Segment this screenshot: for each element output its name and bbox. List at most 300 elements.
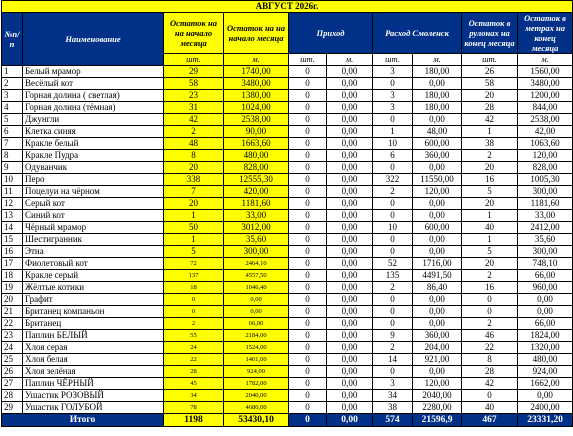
- income-units: 0: [289, 258, 327, 270]
- income-meters: 0,00: [327, 318, 373, 330]
- end-meters: 0,00: [518, 306, 573, 318]
- expense-meters: 120,00: [413, 186, 462, 198]
- income-units: 0: [289, 222, 327, 234]
- header-name: Наименование: [23, 13, 164, 66]
- total-start-units: 1198: [164, 414, 224, 427]
- end-units: 26: [462, 66, 518, 78]
- item-name: Джунгли: [23, 114, 164, 126]
- expense-units: 1: [373, 126, 413, 138]
- end-meters: 844,00: [518, 102, 573, 114]
- row-number: 24: [2, 342, 23, 354]
- income-units: 0: [289, 378, 327, 390]
- end-meters: 0,00: [518, 294, 573, 306]
- income-meters: 0,00: [327, 306, 373, 318]
- row-number: 23: [2, 330, 23, 342]
- expense-units: 6: [373, 150, 413, 162]
- row-number: 29: [2, 402, 23, 414]
- expense-units: 0: [373, 114, 413, 126]
- income-meters: 0,00: [327, 78, 373, 90]
- unit-pcs: шт.: [462, 54, 518, 66]
- item-name: Хлоя серая: [23, 342, 164, 354]
- expense-meters: 180,00: [413, 66, 462, 78]
- income-meters: 0,00: [327, 150, 373, 162]
- item-name: Ушастик РОЗОВЫЙ: [23, 390, 164, 402]
- item-name: Перо: [23, 174, 164, 186]
- row-number: 7: [2, 138, 23, 150]
- income-units: 0: [289, 114, 327, 126]
- row-number: 5: [2, 114, 23, 126]
- expense-units: 0: [373, 246, 413, 258]
- income-units: 0: [289, 402, 327, 414]
- table-row: [2, 234, 573, 246]
- end-meters: 120,00: [518, 150, 573, 162]
- end-units: 46: [462, 330, 518, 342]
- expense-meters: 11550,00: [413, 174, 462, 186]
- row-number: 4: [2, 102, 23, 114]
- item-name: Британец компаньон: [23, 306, 164, 318]
- start-units: 20: [164, 198, 224, 210]
- start-meters: 1380,00: [224, 90, 289, 102]
- table-row: [2, 318, 573, 330]
- income-meters: 0,00: [327, 234, 373, 246]
- row-number: 8: [2, 150, 23, 162]
- income-meters: 0,00: [327, 282, 373, 294]
- item-name: Паплин БЕЛЫЙ: [23, 330, 164, 342]
- start-meters: 4557,50: [224, 270, 289, 282]
- end-meters: 1200,00: [518, 90, 573, 102]
- item-name: Одуванчик: [23, 162, 164, 174]
- total-out-m: 21596,9: [413, 414, 462, 427]
- expense-units: 34: [373, 390, 413, 402]
- expense-units: 9: [373, 330, 413, 342]
- income-meters: 0,00: [327, 270, 373, 282]
- expense-meters: 86,40: [413, 282, 462, 294]
- expense-meters: 360,00: [413, 150, 462, 162]
- end-meters: 1063,60: [518, 138, 573, 150]
- table-row: [2, 126, 573, 138]
- row-number: 28: [2, 390, 23, 402]
- income-units: 0: [289, 210, 327, 222]
- row-number: 27: [2, 378, 23, 390]
- table-row: [2, 270, 573, 282]
- expense-meters: 921,00: [413, 354, 462, 366]
- end-meters: 2400,00: [518, 402, 573, 414]
- expense-units: 3: [373, 102, 413, 114]
- end-meters: 924,00: [518, 366, 573, 378]
- start-meters: 828,00: [224, 162, 289, 174]
- expense-meters: 120,00: [413, 378, 462, 390]
- expense-units: 0: [373, 198, 413, 210]
- total-out-units: 574: [373, 414, 413, 427]
- header-start-m: Остаток на на начало месяца: [224, 13, 289, 54]
- start-meters: 1181,60: [224, 198, 289, 210]
- start-meters: 924,00: [224, 366, 289, 378]
- start-units: 1: [164, 210, 224, 222]
- expense-units: 0: [373, 162, 413, 174]
- table-row: [2, 78, 573, 90]
- expense-units: 10: [373, 138, 413, 150]
- income-meters: 0,00: [327, 222, 373, 234]
- end-units: 1: [462, 210, 518, 222]
- unit-m: м.: [224, 54, 289, 66]
- income-units: 0: [289, 330, 327, 342]
- start-meters: 2538,00: [224, 114, 289, 126]
- expense-units: 38: [373, 402, 413, 414]
- end-units: 16: [462, 174, 518, 186]
- income-meters: 0,00: [327, 378, 373, 390]
- header-end-units: Остаток в рулонах на конец месяца: [462, 13, 518, 54]
- item-name: Серый кот: [23, 198, 164, 210]
- expense-meters: 48,00: [413, 126, 462, 138]
- end-units: 5: [462, 246, 518, 258]
- start-meters: 1024,00: [224, 102, 289, 114]
- end-units: 38: [462, 138, 518, 150]
- table-row: [2, 114, 573, 126]
- start-units: 22: [164, 354, 224, 366]
- table-row: [2, 402, 573, 414]
- table-row: [2, 150, 573, 162]
- header-end-m: Остаток в метрах на конец месяца: [518, 13, 573, 54]
- expense-units: 2: [373, 186, 413, 198]
- row-number: 22: [2, 318, 23, 330]
- start-units: 24: [164, 342, 224, 354]
- row-number: 19: [2, 282, 23, 294]
- income-meters: 0,00: [327, 330, 373, 342]
- table-row: [2, 222, 573, 234]
- item-name: Британец: [23, 318, 164, 330]
- unit-pcs: шт.: [373, 54, 413, 66]
- expense-meters: 0,00: [413, 78, 462, 90]
- expense-meters: 2280,00: [413, 402, 462, 414]
- header-num: №п/ п: [2, 13, 23, 66]
- table-row: [2, 66, 573, 78]
- row-number: 11: [2, 186, 23, 198]
- income-meters: 0,00: [327, 162, 373, 174]
- expense-meters: 2040,00: [413, 390, 462, 402]
- start-units: 2: [164, 126, 224, 138]
- end-units: 1: [462, 126, 518, 138]
- table-row: [2, 210, 573, 222]
- income-meters: 0,00: [327, 342, 373, 354]
- start-meters: 3480,00: [224, 78, 289, 90]
- income-meters: 0,00: [327, 366, 373, 378]
- item-name: Кракле белый: [23, 138, 164, 150]
- item-name: Поцелуи на чёрном: [23, 186, 164, 198]
- start-meters: 1782,00: [224, 378, 289, 390]
- income-meters: 0,00: [327, 90, 373, 102]
- row-number: 16: [2, 246, 23, 258]
- start-meters: 300,00: [224, 246, 289, 258]
- end-units: 5: [462, 186, 518, 198]
- income-units: 0: [289, 294, 327, 306]
- header-income: Приход: [289, 13, 373, 54]
- end-units: 42: [462, 114, 518, 126]
- row-number: 25: [2, 354, 23, 366]
- row-number: 26: [2, 366, 23, 378]
- start-units: 42: [164, 114, 224, 126]
- income-units: 0: [289, 150, 327, 162]
- start-meters: 2040,00: [224, 390, 289, 402]
- table-row: [2, 306, 573, 318]
- expense-units: 3: [373, 66, 413, 78]
- income-meters: 0,00: [327, 402, 373, 414]
- row-number: 18: [2, 270, 23, 282]
- row-number: 6: [2, 126, 23, 138]
- header-expense: Расход Смоленск: [373, 13, 462, 54]
- end-meters: 1560,00: [518, 66, 573, 78]
- table-row: [2, 174, 573, 186]
- end-units: 0: [462, 294, 518, 306]
- income-meters: 0,00: [327, 210, 373, 222]
- income-units: 0: [289, 318, 327, 330]
- total-row: [2, 414, 573, 427]
- start-meters: 0,00: [224, 294, 289, 306]
- table-row: [2, 342, 573, 354]
- income-meters: 0,00: [327, 66, 373, 78]
- table-row: [2, 246, 573, 258]
- row-number: 2: [2, 78, 23, 90]
- income-meters: 0,00: [327, 102, 373, 114]
- start-meters: 1401,00: [224, 354, 289, 366]
- expense-meters: 0,00: [413, 294, 462, 306]
- header-row: [2, 13, 573, 54]
- table-row: [2, 378, 573, 390]
- start-units: 55: [164, 330, 224, 342]
- expense-units: 322: [373, 174, 413, 186]
- row-number: 21: [2, 306, 23, 318]
- end-meters: 1181,60: [518, 198, 573, 210]
- expense-meters: 180,00: [413, 90, 462, 102]
- row-number: 9: [2, 162, 23, 174]
- end-units: 2: [462, 270, 518, 282]
- item-name: Чёрный мрамор: [23, 222, 164, 234]
- end-units: 1: [462, 234, 518, 246]
- table-row: [2, 90, 573, 102]
- start-units: 50: [164, 222, 224, 234]
- header-start-units: Остаток на на начало месяца: [164, 13, 224, 54]
- expense-meters: 4491,50: [413, 270, 462, 282]
- end-meters: 480,00: [518, 354, 573, 366]
- item-name: Жёлтые котики: [23, 282, 164, 294]
- end-meters: 35,60: [518, 234, 573, 246]
- income-units: 0: [289, 306, 327, 318]
- table-row: [2, 330, 573, 342]
- table-row: [2, 390, 573, 402]
- start-units: 0: [164, 294, 224, 306]
- start-meters: 35,60: [224, 234, 289, 246]
- income-units: 0: [289, 162, 327, 174]
- start-meters: 1740,00: [224, 66, 289, 78]
- item-name: Горная долина (тёмная): [23, 102, 164, 114]
- income-units: 0: [289, 282, 327, 294]
- income-meters: 0,00: [327, 294, 373, 306]
- expense-meters: 600,00: [413, 222, 462, 234]
- end-meters: 828,00: [518, 162, 573, 174]
- expense-meters: 0,00: [413, 198, 462, 210]
- income-meters: 0,00: [327, 114, 373, 126]
- expense-units: 0: [373, 294, 413, 306]
- expense-units: 135: [373, 270, 413, 282]
- start-units: 18: [164, 282, 224, 294]
- end-meters: 66,00: [518, 270, 573, 282]
- expense-units: 3: [373, 90, 413, 102]
- end-meters: 66,00: [518, 318, 573, 330]
- end-meters: 2538,00: [518, 114, 573, 126]
- expense-units: 0: [373, 306, 413, 318]
- expense-meters: 0,00: [413, 234, 462, 246]
- expense-meters: 0,00: [413, 114, 462, 126]
- unit-m: м.: [327, 54, 373, 66]
- start-units: 7: [164, 186, 224, 198]
- start-units: 45: [164, 378, 224, 390]
- item-name: Белый мрамор: [23, 66, 164, 78]
- income-meters: 0,00: [327, 258, 373, 270]
- start-meters: 420,00: [224, 186, 289, 198]
- end-meters: 42,00: [518, 126, 573, 138]
- end-units: 28: [462, 366, 518, 378]
- end-units: 20: [462, 162, 518, 174]
- end-meters: 748,10: [518, 258, 573, 270]
- end-units: 20: [462, 90, 518, 102]
- total-in-m: 0,00: [327, 414, 373, 427]
- start-units: 48: [164, 138, 224, 150]
- income-units: 0: [289, 342, 327, 354]
- end-meters: 2412,00: [518, 222, 573, 234]
- unit-pcs: шт.: [289, 54, 327, 66]
- expense-units: 3: [373, 378, 413, 390]
- expense-units: 0: [373, 210, 413, 222]
- end-meters: 0,00: [518, 390, 573, 402]
- table-row: [2, 258, 573, 270]
- unit-m: м.: [413, 54, 462, 66]
- end-units: 20: [462, 198, 518, 210]
- end-units: 58: [462, 78, 518, 90]
- start-units: 0: [164, 306, 224, 318]
- title-row: [2, 1, 573, 13]
- expense-units: 2: [373, 282, 413, 294]
- row-number: 17: [2, 258, 23, 270]
- expense-units: 52: [373, 258, 413, 270]
- income-units: 0: [289, 102, 327, 114]
- end-units: 8: [462, 354, 518, 366]
- end-meters: 3480,00: [518, 78, 573, 90]
- table-row: [2, 282, 573, 294]
- start-meters: 1524,00: [224, 342, 289, 354]
- item-name: Кракле серый: [23, 270, 164, 282]
- end-units: 0: [462, 390, 518, 402]
- income-units: 0: [289, 186, 327, 198]
- row-number: 20: [2, 294, 23, 306]
- item-name: Ушастик ГОЛУБОЙ: [23, 402, 164, 414]
- expense-meters: 0,00: [413, 318, 462, 330]
- end-units: 40: [462, 402, 518, 414]
- row-number: 1: [2, 66, 23, 78]
- expense-units: 0: [373, 366, 413, 378]
- income-units: 0: [289, 246, 327, 258]
- expense-units: 10: [373, 222, 413, 234]
- item-name: Графит: [23, 294, 164, 306]
- end-meters: 1824,00: [518, 330, 573, 342]
- start-meters: 480,00: [224, 150, 289, 162]
- income-meters: 0,00: [327, 186, 373, 198]
- income-meters: 0,00: [327, 174, 373, 186]
- unit-pcs: шт.: [164, 54, 224, 66]
- end-units: 0: [462, 306, 518, 318]
- row-number: 13: [2, 210, 23, 222]
- expense-meters: 360,00: [413, 330, 462, 342]
- income-meters: 0,00: [327, 246, 373, 258]
- expense-meters: 0,00: [413, 306, 462, 318]
- table-row: [2, 102, 573, 114]
- start-units: 72: [164, 258, 224, 270]
- end-meters: 1662,00: [518, 378, 573, 390]
- item-name: Горная долина ( светлая): [23, 90, 164, 102]
- row-number: 10: [2, 174, 23, 186]
- start-meters: 33,00: [224, 210, 289, 222]
- start-units: 2: [164, 318, 224, 330]
- start-units: 58: [164, 78, 224, 90]
- start-units: 20: [164, 162, 224, 174]
- end-meters: 300,00: [518, 246, 573, 258]
- start-meters: 1046,40: [224, 282, 289, 294]
- expense-meters: 1716,00: [413, 258, 462, 270]
- start-units: 5: [164, 246, 224, 258]
- income-units: 0: [289, 174, 327, 186]
- expense-meters: 204,00: [413, 342, 462, 354]
- table-row: [2, 186, 573, 198]
- table-row: [2, 354, 573, 366]
- expense-meters: 0,00: [413, 162, 462, 174]
- start-units: 338: [164, 174, 224, 186]
- start-meters: 66,00: [224, 318, 289, 330]
- income-units: 0: [289, 366, 327, 378]
- total-end-units: 467: [462, 414, 518, 427]
- start-units: 78: [164, 402, 224, 414]
- start-meters: 1663,60: [224, 138, 289, 150]
- income-units: 0: [289, 198, 327, 210]
- end-units: 2: [462, 318, 518, 330]
- expense-meters: 0,00: [413, 246, 462, 258]
- item-name: Весёлый кот: [23, 78, 164, 90]
- start-meters: 12555,30: [224, 174, 289, 186]
- income-meters: 0,00: [327, 198, 373, 210]
- end-meters: 1320,00: [518, 342, 573, 354]
- end-units: 2: [462, 150, 518, 162]
- item-name: Шестигранник: [23, 234, 164, 246]
- start-units: 8: [164, 150, 224, 162]
- item-name: Хлоя зелёная: [23, 366, 164, 378]
- expense-units: 14: [373, 354, 413, 366]
- table-row: [2, 138, 573, 150]
- income-meters: 0,00: [327, 138, 373, 150]
- unit-m: м.: [518, 54, 573, 66]
- end-units: 40: [462, 222, 518, 234]
- item-name: Хлоя белая: [23, 354, 164, 366]
- expense-units: 2: [373, 342, 413, 354]
- income-units: 0: [289, 234, 327, 246]
- item-name: Кракле Пудра: [23, 150, 164, 162]
- end-units: 20: [462, 258, 518, 270]
- expense-units: 0: [373, 234, 413, 246]
- start-meters: 2184,00: [224, 330, 289, 342]
- table-row: [2, 294, 573, 306]
- income-meters: 0,00: [327, 354, 373, 366]
- stock-report-table: [1, 0, 573, 427]
- start-meters: 2464,10: [224, 258, 289, 270]
- end-meters: 300,00: [518, 186, 573, 198]
- row-number: 12: [2, 198, 23, 210]
- item-name: Клетка синяя: [23, 126, 164, 138]
